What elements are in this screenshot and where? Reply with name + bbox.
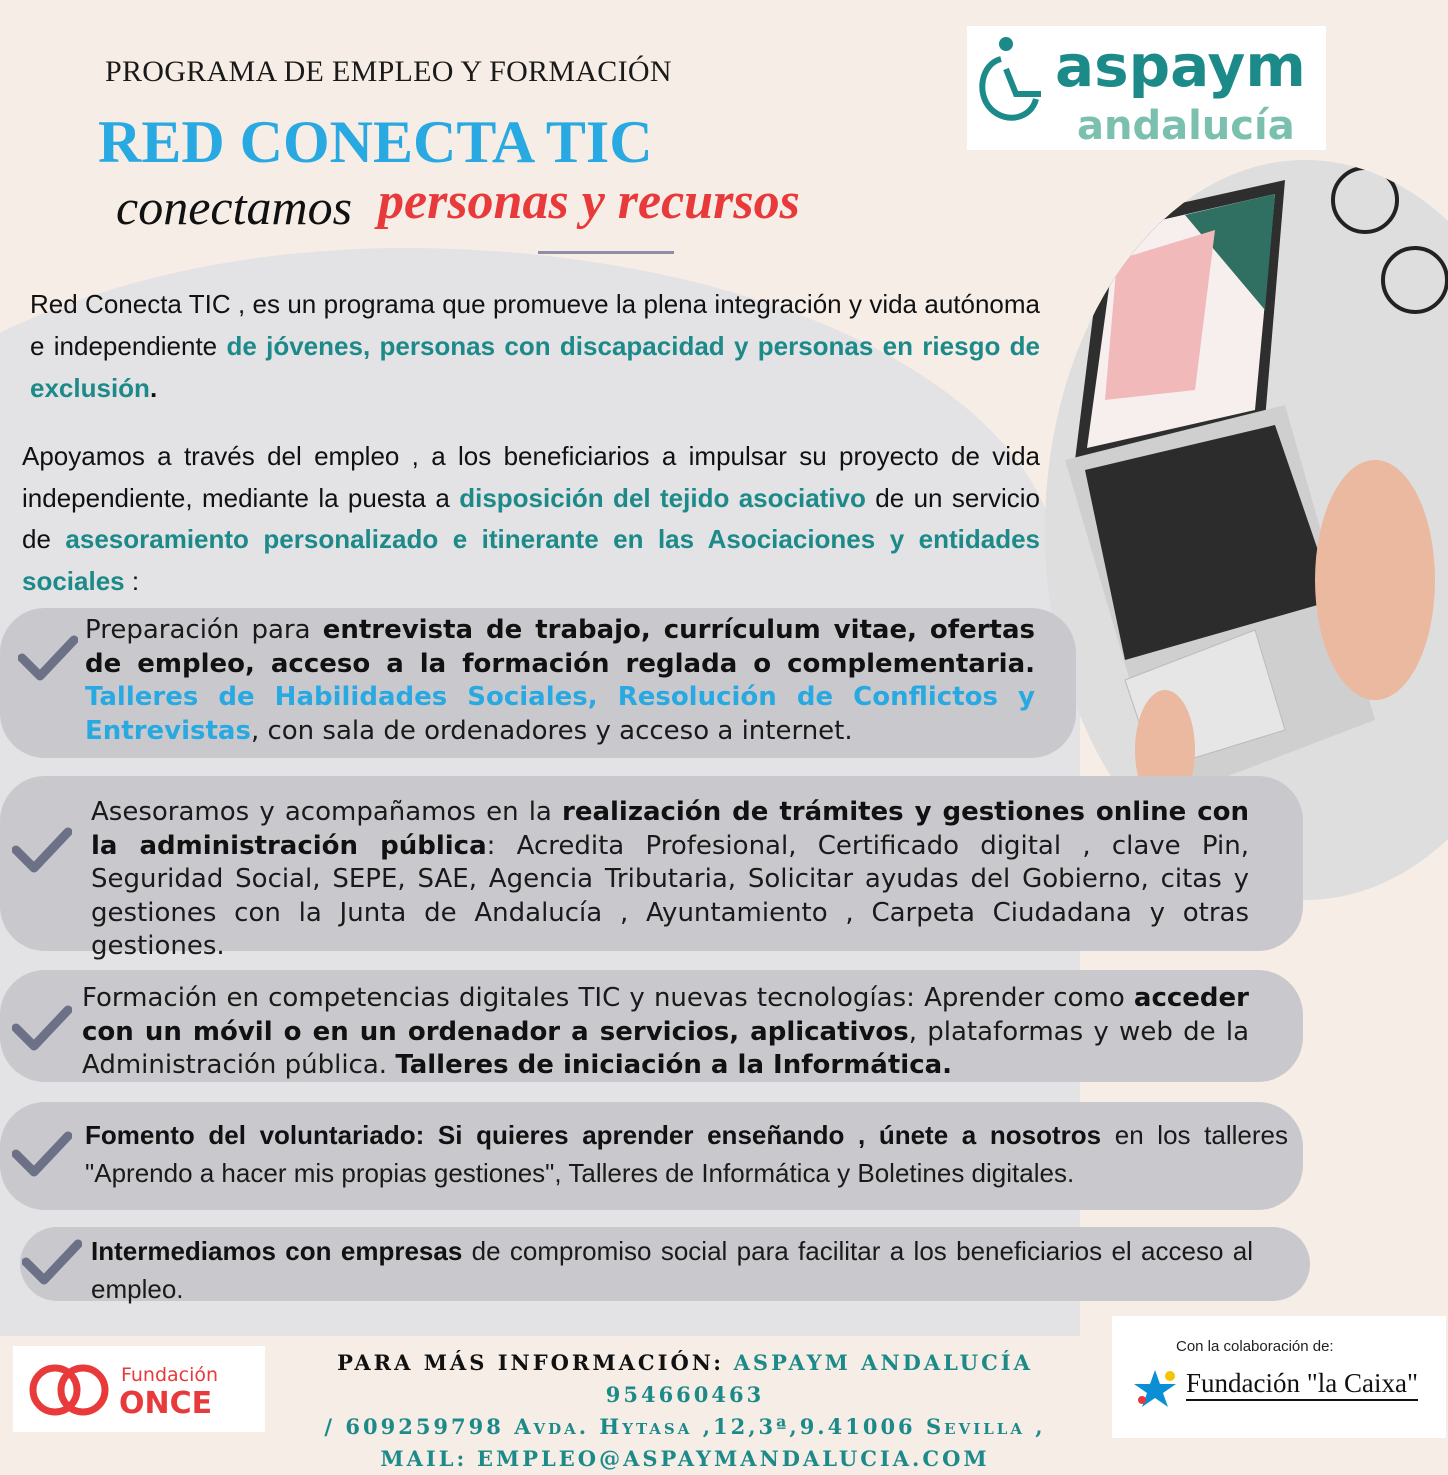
mail-label: MAIL:: [380, 1446, 468, 1471]
bullet-text-5: Intermediamos con empresas de compromiso social para facilitar a los beneficiarios el acceso al empleo.: [91, 1236, 1253, 1304]
once-line1: Fundación: [121, 1364, 219, 1386]
once-rings-icon: [25, 1360, 115, 1420]
intro-p2-highlight-2: asesoramiento personalizado e itinerante en las Asociaciones y entidades sociales: [22, 524, 1040, 596]
bullet-text-4: Fomento del voluntariado: Si quieres aprender enseñando , únete a nosotros en los talleres "Aprendo a hacer mis propias gestiones", Talleres de Informática y Boletines digitales.: [85, 1120, 1288, 1188]
once-line2: ONCE: [119, 1386, 213, 1421]
wheelchair-icon: [971, 34, 1051, 134]
intro-p1-end: .: [149, 373, 158, 403]
fundacion-once-logo: [13, 1346, 265, 1432]
subtitle-a: conectamos: [116, 179, 353, 235]
logo-wordmark: aspaym: [1055, 32, 1306, 100]
contact-info: [270, 1347, 1100, 1475]
contact-phone: ASPAYM ANDALUCÍA 954660463: [605, 1350, 1033, 1407]
contact-label: PARA MÁS INFORMACIÓN:: [337, 1350, 724, 1375]
logo-region: andalucía: [1077, 103, 1295, 149]
check-icon: [12, 1130, 72, 1178]
intro-p2-text: Apoyamos a través del empleo , a los beneficiarios a impulsar su proyecto de vida independiente, mediante la puesta a: [22, 441, 1040, 513]
check-icon: [12, 826, 72, 874]
aspaym-logo: [967, 26, 1326, 150]
bullet-text-2: Asesoramos y acompañamos en la realización de trámites y gestiones online con la administración pública: Acredita Profesional, Certificado digital , clave Pin, Seguridad Social, SEPE, SAE, Agencia Tributaria, Solicitar ayudas del Gobierno, citas y gestiones con la Junta de Andalucía , Ayuntamiento , Carpeta Ciudadana y otras gestiones.: [91, 797, 1250, 961]
intro-paragraph-2: [22, 436, 1040, 602]
intro-paragraph-1: [30, 283, 1040, 409]
intro-p1-highlight: de jóvenes, personas con discapacidad y personas en riesgo de exclusión: [30, 331, 1040, 403]
bullet-text-1: Preparación para entrevista de trabajo, currículum vitae, ofertas de empleo, acceso a la formación reglada o complementaria. Talleres de Habilidades Sociales, Resolución de Conflictos y Entrevistas, con sala de ordenadores y acceso a internet.: [85, 615, 1035, 746]
caixa-line1: Con la colaboración de:: [1176, 1338, 1334, 1355]
subtitle-b: personas y recursos: [378, 173, 800, 230]
page-title: RED CONECTA TIC: [98, 109, 653, 175]
title-divider: [538, 251, 674, 254]
intro-p1-text: Red Conecta TIC , es un programa que promueve la plena integración y vida autónoma e independiente: [30, 289, 1040, 361]
program-kicker: PROGRAMA DE EMPLEO Y FORMACIÓN: [105, 55, 672, 88]
check-icon: [18, 634, 78, 682]
intro-p2-highlight-1: disposición del tejido asociativo: [459, 482, 866, 513]
check-icon: [12, 1004, 72, 1052]
contact-address: / 609259798 Avda. Hytasa ,12,3ª,9.41006 Sevilla ,: [324, 1414, 1046, 1439]
la-caixa-logo: [1112, 1316, 1446, 1438]
intro-p2-text-2: de un servicio de: [22, 482, 1040, 554]
contact-email[interactable]: EMPLEO@ASPAYMANDALUCIA.COM: [476, 1446, 990, 1471]
check-icon: [22, 1238, 82, 1286]
bullet-text-3: Formación en competencias digitales TIC y nuevas tecnologías: Aprender como acceder con un móvil o en un ordenador a servicios, aplicativos, plataformas y web de la Administración pública. Talleres de iniciación a la Informática.: [82, 983, 1250, 1080]
caixa-line2: Fundación "la Caixa": [1186, 1368, 1418, 1401]
intro-p2-end: :: [124, 565, 140, 596]
star-icon: [1132, 1368, 1178, 1408]
